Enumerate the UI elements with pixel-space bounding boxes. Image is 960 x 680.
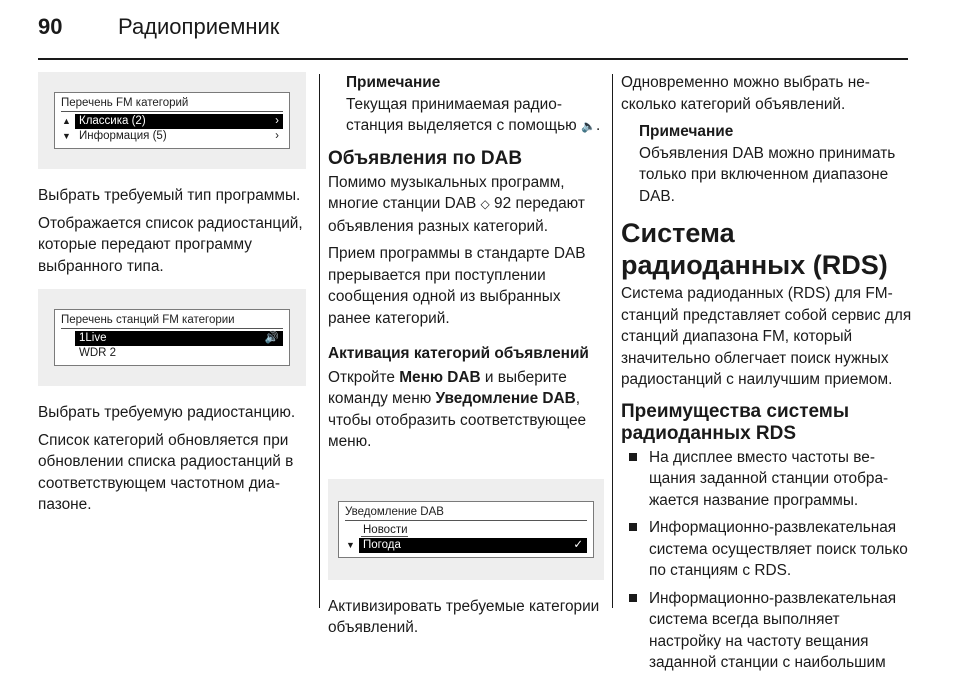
panel-heading: Уведомление DAB (345, 505, 587, 521)
note-box (639, 121, 913, 207)
paragraph: Помимо музыкальных программ, многие станции DAB ◇ 92 передают объявления разных категорий. (328, 173, 585, 235)
list-item-label: Классика (2) (79, 115, 146, 127)
note-text: Объявления DAB можно принимать только при включенном диапазоне DAB. (639, 144, 896, 205)
page-reference-icon: ◇ (480, 197, 490, 211)
paragraph: Активизировать требуемые категории объявлений. (328, 597, 600, 636)
figure-dab-announcements (328, 479, 604, 580)
panel-heading: Перечень станций FM категории (61, 313, 283, 329)
paragraph: Список категорий обновляется при обновлении списка радиостанций в соответствующем частотном диапазоне. (38, 431, 294, 513)
section-heading-dab: Объявления по DAB (328, 147, 523, 169)
list-item-label: Погода (363, 538, 401, 551)
speaker-icon: 🔈 (580, 119, 596, 133)
page-number: 90 (38, 14, 63, 39)
chevron-right-icon: › (275, 130, 279, 142)
down-arrow-icon: ▼ (346, 539, 355, 550)
figure-fm-station-list (38, 289, 306, 386)
section-heading-rds-advantages: Преимущества системы радиоданных RDS (621, 400, 850, 444)
column-2 (328, 72, 604, 645)
display-panel (54, 309, 290, 366)
paragraph: Одновременно можно выбрать несколько категорий объявлений. (621, 74, 870, 113)
up-arrow-icon: ▲ (62, 116, 71, 126)
column-divider-1 (319, 74, 320, 608)
paragraph: Откройте Меню DAB и выберите команду меню Уведомление DAB, чтобы отобразить соответствующее меню. (328, 368, 587, 450)
note-box (346, 72, 604, 138)
column-1 (38, 72, 306, 522)
figure-fm-categories (38, 72, 306, 169)
bullet-square-icon (629, 453, 637, 461)
checkmark-icon: ✓ (573, 538, 583, 551)
list-item-label: Информация (5) (79, 130, 167, 142)
display-panel (54, 92, 290, 149)
note-heading: Примечание (346, 74, 441, 91)
section-heading-rds: Система радиоданных (RDS) (621, 218, 888, 280)
subsection-heading-activation: Активация категорий объявлений (328, 345, 589, 362)
list-item-selected[interactable] (61, 114, 283, 129)
list-item: Информационно-развлекательная система осуществляет поиск только по станциям с RDS. (621, 517, 913, 582)
down-arrow-icon: ▼ (62, 131, 71, 141)
bullet-square-icon (629, 594, 637, 602)
paragraph: Отображается список радиостанций, которые передают программу выбранного типа. (38, 214, 303, 275)
list-item-selected[interactable] (61, 331, 283, 346)
bullet-list (621, 447, 913, 674)
list-item: На дисплее вместо частоты вещания заданной станции отображается название программы. (621, 447, 913, 512)
note-heading: Примечание (639, 123, 734, 140)
header-rule (38, 58, 908, 60)
list-item[interactable] (61, 129, 283, 144)
speaker-icon: 🔊 (264, 332, 279, 344)
chevron-right-icon: › (275, 115, 279, 127)
list-item-selected[interactable] (345, 538, 587, 553)
paragraph: Прием программы в стандарте DAB прерывается при поступлении сообщения одной из выбранных ранее категорий. (328, 245, 586, 327)
page-title: Радиоприемник (118, 14, 280, 39)
bullet-square-icon (629, 523, 637, 531)
list-item[interactable] (61, 346, 283, 361)
panel-heading: Перечень FM категорий (61, 96, 283, 112)
column-divider-2 (612, 74, 613, 608)
list-item-label: Новости (363, 523, 408, 536)
paragraph: Выбрать требуемую радиостанцию. (38, 404, 296, 421)
paragraph: Система радиоданных (RDS) для FM-станций представляет собой сервис для станций диапазона FM, который значительно облегчает поиск нужных радиостанций с наилучшим приемом. (621, 285, 912, 388)
list-item-label: WDR 2 (79, 347, 117, 359)
list-item-label: 1Live (79, 332, 107, 344)
list-item: Информационно-развлекательная система всегда выполняет настройку на частоту вещания заданной станции с наибольшим (621, 588, 913, 674)
column-3 (621, 72, 913, 680)
paragraph: Выбрать требуемый тип программы. (38, 187, 301, 204)
note-text: Текущая принимаемая радиостанция выделяется с помощью 🔈. (346, 95, 601, 134)
display-panel (338, 501, 594, 558)
list-item[interactable] (345, 523, 587, 538)
page-header (38, 14, 280, 40)
